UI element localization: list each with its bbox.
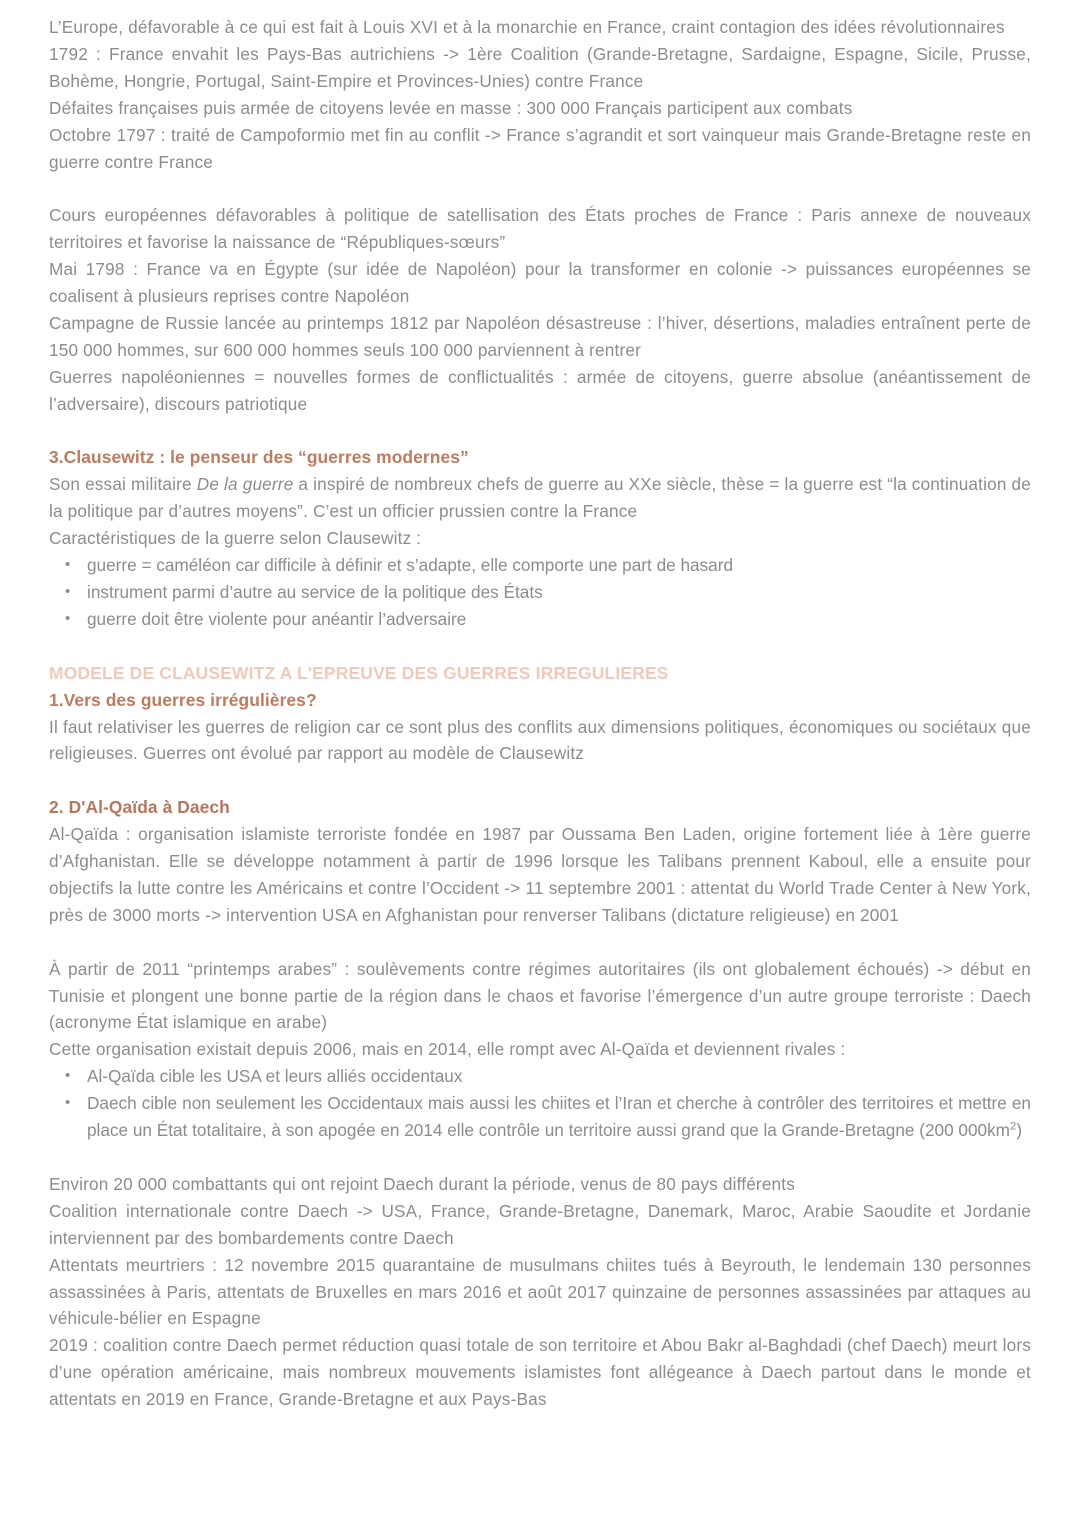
text-line: Environ 20 000 combattants qui ont rejoint Daech durant la période, venus de 80 pays différents	[49, 1173, 796, 1194]
text-line: Campagne de Russie lancée au printemps 1812 par Napoléon désastreuse : l’hiver, désertions, maladies entraînent perte de 150 000 hommes, sur 600 000 hommes seuls 100 000 parviennent à rentrer	[49, 312, 1031, 360]
paragraph-spacer	[49, 633, 1031, 660]
text-line: Octobre 1797 : traité de Campoformio met fin au conflit -> France s’agrandit et sort vainqueur mais Grande-Bretagne reste en guerre contre France	[49, 124, 1031, 172]
list-item: • Al-Qaïda cible les USA et leurs alliés occidentaux	[49, 1063, 1031, 1090]
paragraph-spacer	[49, 767, 1031, 794]
text-line: 2019 : coalition contre Daech permet réduction quasi totale de son territoire et Abou Bakr al-Baghdadi (chef Daech) meurt lors d’une opération américaine, mais nombreux mouvements islamistes font allégeance à Daech partout dans le monde et attentats en 2019 en France, Grande-Bretagne et aux Pays-Bas	[49, 1335, 1031, 1410]
list-item: • guerre doit être violente pour anéantir l’adversaire	[49, 606, 1031, 633]
list-item: • guerre = caméléon car difficile à définir et s’adapte, elle comporte une part de hasard	[49, 552, 1031, 579]
text-line: Coalition internationale contre Daech -> USA, France, Grande-Bretagne, Danemark, Maroc, Arabie Saoudite et Jordanie interviennent par des bombardements contre Daech	[49, 1200, 1031, 1248]
text-line: Guerres napoléoniennes = nouvelles formes de conflictualités : armée de citoyens, guerre absolue (anéantissement de l’adversaire), discours patriotique	[49, 366, 1031, 414]
text-line: Il faut relativiser les guerres de religion car ce sont plus des conflits aux dimensions politiques, économiques ou sociétaux que religieuses. Guerres ont évolué par rapport au modèle de Clausewitz	[49, 716, 1031, 764]
paragraph-clausewitz-essay	[49, 471, 1031, 552]
list-item-text-tail: )	[1016, 1120, 1023, 1141]
bullet-list-clausewitz-characteristics	[49, 552, 1031, 633]
paragraph-guerres-religion	[49, 714, 1031, 768]
text-line: Cette organisation existait depuis 2006, mais en 2014, elle rompt avec Al-Qaïda et deviennent rivales :	[49, 1039, 846, 1060]
paragraph-spacer	[49, 929, 1031, 956]
book-title-italic: De la guerre	[196, 474, 294, 495]
paragraph-daech-coalition	[49, 1171, 1031, 1413]
heading-clausewitz: 3.Clausewitz : le penseur des “guerres modernes”	[49, 447, 469, 468]
text-segment: a inspiré de nombreux chefs de guerre au XXe siècle, thèse = la guerre est “la continuation de la politique par d’autres moyens”. C’est un officier prussien contre la France	[49, 474, 1031, 522]
text-line: Attentats meurtriers : 12 novembre 2015 quarantaine de musulmans chiites tués à Beyrouth, le lendemain 130 personnes assassinées à Paris, attentats de Bruxelles en mars 2016 et août 2017 quinzaine de personnes assassinées par attaques au véhicule-bélier en Espagne	[49, 1254, 1031, 1329]
heading-alqaida-daech: 2. D'Al-Qaïda à Daech	[49, 797, 230, 818]
bullet-list-alqaida-daech-targets	[49, 1063, 1031, 1144]
text-line: Cours européennes défavorables à politique de satellisation des États proches de France : Paris annexe de nouveaux territoires et favorise la naissance de “Républiques-sœurs”	[49, 205, 1031, 253]
text-line: Al-Qaïda : organisation islamiste terroriste fondée en 1987 par Oussama Ben Laden, origine fortement liée à 1ère guerre d’Afghanistan. Elle se développe notamment à partir de 1996 lorsque les Talibans prennent Kaboul, elle a ensuite pour objectifs la lutte contre les Américains et contre l’Occident -> 11 septembre 2001 : attentat du World Trade Center à New York, près de 3000 morts -> intervention USA en Afghanistan pour renverser Talibans (dictature religieuse) en 2001	[49, 824, 1031, 925]
text-line: Caractéristiques de la guerre selon Clausewitz :	[49, 528, 422, 549]
text-line: Mai 1798 : France va en Égypte (sur idée de Napoléon) pour la transformer en colonie -> puissances européennes se coalisent à plusieurs reprises contre Napoléon	[49, 259, 1031, 307]
heading-vers-guerres-irregulieres: 1.Vers des guerres irrégulières?	[49, 689, 317, 710]
list-item	[49, 1090, 1031, 1144]
paragraph-spacer	[49, 175, 1031, 202]
text-segment: Son essai militaire	[49, 474, 197, 495]
paragraph-napoleonic-wars	[49, 202, 1031, 417]
paragraph-spacer	[49, 418, 1031, 445]
paragraph-alqaida	[49, 821, 1031, 929]
paragraph-printemps-arabes	[49, 956, 1031, 1064]
text-line: Défaites françaises puis armée de citoyens levée en masse : 300 000 Français participent aux combats	[49, 97, 853, 118]
paragraph-revolution-wars	[49, 14, 1031, 175]
list-item: • instrument parmi d’autre au service de la politique des États	[49, 579, 1031, 606]
list-item-text: Daech cible non seulement les Occidentaux mais aussi les chiites et l’Iran et cherche à contrôler des territoires et mettre en place un État totalitaire, à son apogée en 2014 elle contrôle un territoire aussi grand que la Grande-Bretagne (200 000km	[87, 1093, 1031, 1141]
heading-modele-clausewitz: MODELE DE CLAUSEWITZ A L'EPREUVE DES GUERRES IRREGULIERES	[49, 662, 669, 683]
text-line: 1792 : France envahit les Pays-Bas autrichiens -> 1ère Coalition (Grande-Bretagne, Sardaigne, Espagne, Sicile, Prusse, Bohème, Hongrie, Portugal, Saint-Empire et Provinces-Unies) contre France	[49, 43, 1031, 91]
text-line	[49, 471, 1031, 525]
text-line: À partir de 2011 “printemps arabes” : soulèvements contre régimes autoritaires (ils ont globalement échoués) -> début en Tunisie et plongent une bonne partie de la région dans le chaos et favorise l’émergence d’un autre groupe terroriste : Daech (acronyme État islamique en arabe)	[49, 958, 1031, 1033]
paragraph-spacer	[49, 1144, 1031, 1171]
text-line: L’Europe, défavorable à ce qui est fait à Louis XVI et à la monarchie en France, craint contagion des idées révolutionnaires	[49, 17, 1005, 37]
superscript-exponent: 2	[1010, 1120, 1017, 1133]
